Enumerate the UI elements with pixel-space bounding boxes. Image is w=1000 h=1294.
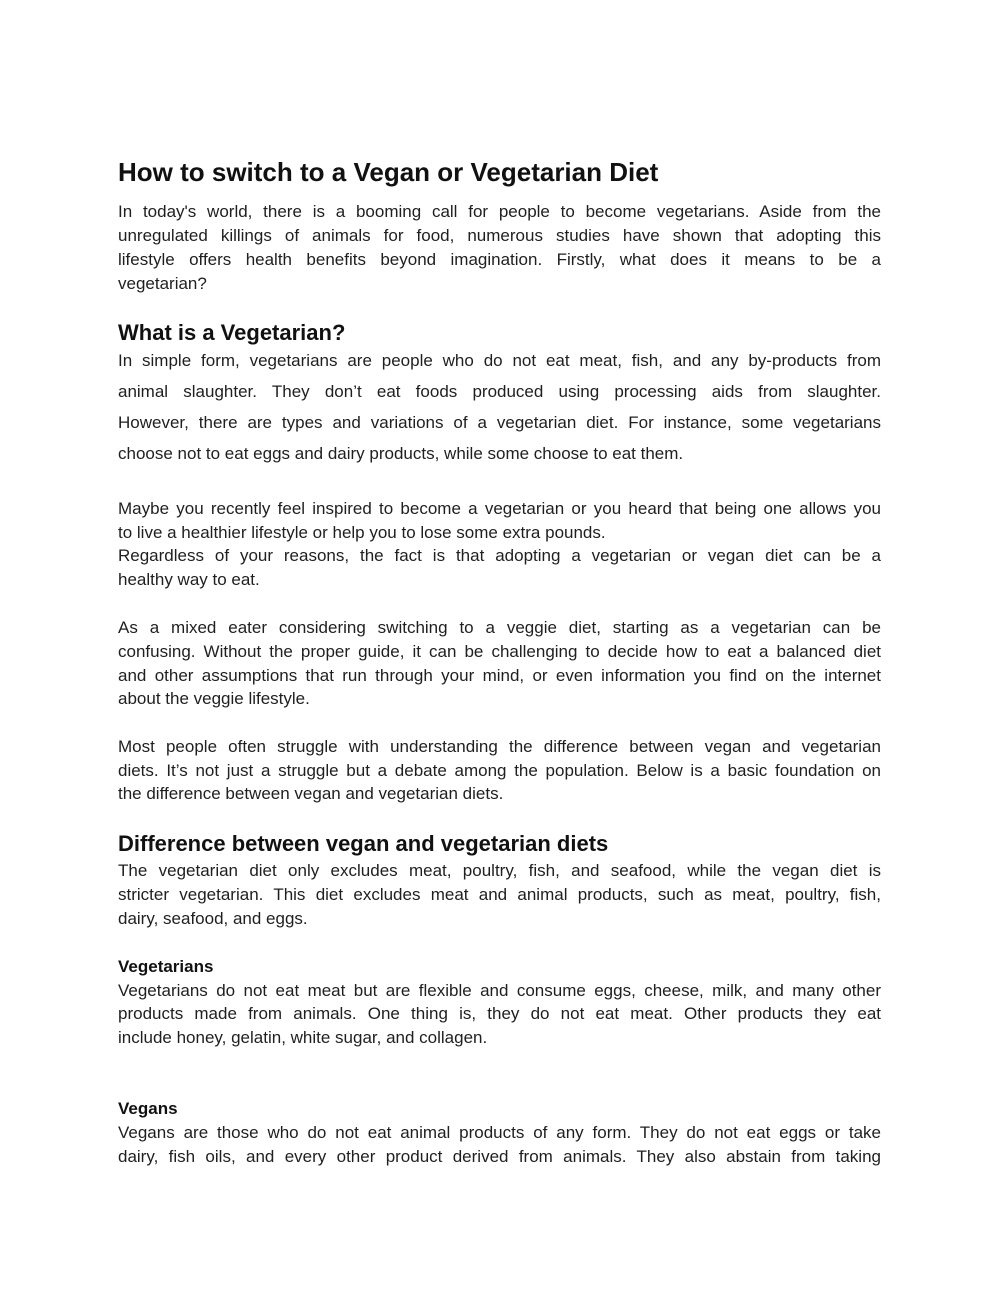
text-line: the difference between vegan and vegetarian diets. (118, 784, 504, 803)
text-line: healthy way to eat. (118, 570, 260, 589)
text-line: vegetarian? (118, 274, 207, 293)
text-line: Vegetarians do not eat meat but are flexible and consume eggs, cheese, milk, and many other (118, 981, 881, 1000)
text-line: lifestyle offers health benefits beyond imagination. Firstly, what does it means to be a (118, 250, 881, 269)
text-line: Vegans are those who do not eat animal products of any form. They do not eat eggs or take (118, 1123, 881, 1142)
text-line: In today's world, there is a booming call for people to become vegetarians. Aside from the (118, 202, 881, 221)
text-line: As a mixed eater considering switching to a veggie diet, starting as a vegetarian can be (118, 618, 881, 637)
text-line: Most people often struggle with understanding the difference between vegan and vegetarian (118, 737, 881, 756)
text-line: However, there are types and variations of a vegetarian diet. For instance, some vegetarians (118, 413, 881, 432)
subheading-vegans: Vegans (118, 1099, 178, 1118)
text-line: choose not to eat eggs and dairy products, while some choose to eat them. (118, 444, 684, 463)
text-line: The vegetarian diet only excludes meat, poultry, fish, and seafood, while the vegan diet is (118, 861, 881, 880)
text-line: include honey, gelatin, white sugar, and collagen. (118, 1028, 488, 1047)
text-line: and other assumptions that run through your mind, or even information you find on the internet (118, 666, 881, 685)
section-heading-difference: Difference between vegan and vegetarian diets (118, 831, 609, 856)
text-line: products made from animals. One thing is, they do not eat meat. Other products they eat (118, 1004, 881, 1023)
section-heading-what-is-vegetarian: What is a Vegetarian? (118, 320, 346, 345)
text-line: In simple form, vegetarians are people who do not eat meat, fish, and any by-products from (118, 351, 881, 370)
subheading-vegetarians: Vegetarians (118, 957, 214, 976)
page-title: How to switch to a Vegan or Vegetarian Diet (118, 157, 659, 187)
text-line: unregulated killings of animals for food, numerous studies have shown that adopting this (118, 226, 881, 245)
text-line: diets. It’s not just a struggle but a debate among the population. Below is a basic foundation on (118, 761, 881, 780)
text-line: to live a healthier lifestyle or help you to lose some extra pounds. (118, 523, 606, 542)
text-line: stricter vegetarian. This diet excludes meat and animal products, such as meat, poultry, fish, (118, 885, 881, 904)
text-line: confusing. Without the proper guide, it can be challenging to decide how to eat a balanced diet (118, 642, 881, 661)
text-line: about the veggie lifestyle. (118, 689, 310, 708)
text-line: animal slaughter. They don’t eat foods produced using processing aids from slaughter. (118, 382, 881, 401)
text-line: Regardless of your reasons, the fact is that adopting a vegetarian or vegan diet can be a (118, 546, 881, 565)
text-line: Maybe you recently feel inspired to become a vegetarian or you heard that being one allows you (118, 499, 881, 518)
text-line: dairy, fish oils, and every other product derived from animals. They also abstain from taking (118, 1147, 881, 1166)
text-line: dairy, seafood, and eggs. (118, 909, 308, 928)
